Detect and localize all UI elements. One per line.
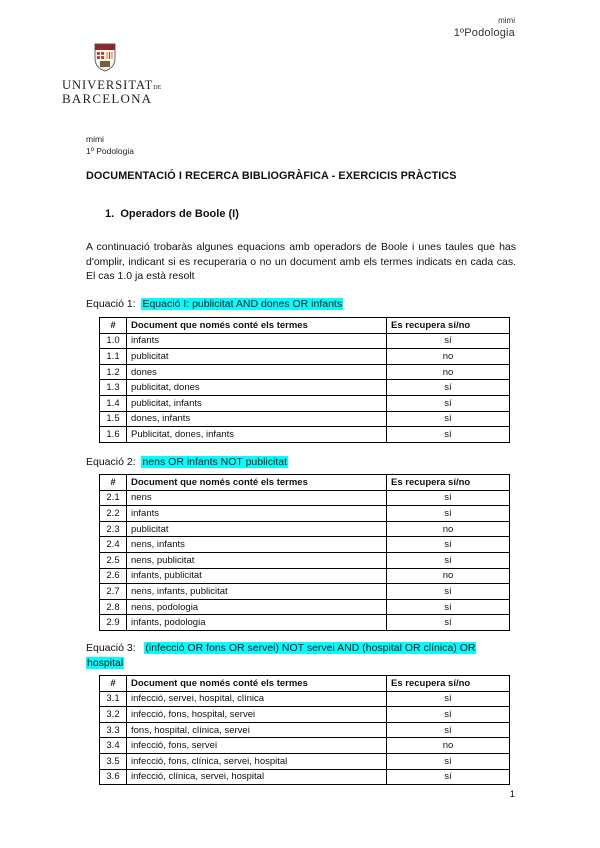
row-id: 3.5 — [100, 753, 127, 769]
row-result: sí — [387, 333, 510, 349]
row-terms: fons, hospital, clínica, servei — [127, 722, 387, 738]
table-row — [100, 707, 510, 723]
intro-paragraph: A continuació trobaràs algunes equacions amb operadors de Boole i unes taules que has d'omplir, indicant si es recuperaria o no un document amb els termes indicats en cada cas. El cas 1.0 ja està resolt — [86, 241, 516, 282]
column-header-num: # — [100, 676, 127, 692]
row-id: 2.1 — [100, 490, 127, 506]
equation-3-expression-cont: hospital — [87, 656, 124, 669]
row-result: sí — [387, 615, 510, 631]
row-result: sí — [387, 769, 510, 785]
row-terms: dones, infants — [127, 411, 387, 427]
row-terms: nens — [127, 490, 387, 506]
equation-2-table — [99, 474, 510, 631]
row-id: 3.1 — [100, 691, 127, 707]
table-row — [100, 364, 510, 380]
row-id: 1.4 — [100, 395, 127, 411]
row-id: 3.4 — [100, 738, 127, 754]
table-header-row — [100, 475, 510, 491]
row-id: 1.6 — [100, 427, 127, 443]
author-block — [86, 133, 134, 157]
row-terms: infecció, clínica, servei, hospital — [127, 769, 387, 785]
row-id: 2.3 — [100, 521, 127, 537]
section-heading: 1. Operadors de Boole (I) — [105, 208, 239, 220]
author-name: mimi — [86, 134, 104, 144]
row-id: 2.2 — [100, 506, 127, 522]
table-row — [100, 349, 510, 365]
row-result: sí — [387, 537, 510, 553]
row-terms: infants — [127, 506, 387, 522]
row-id: 1.2 — [100, 364, 127, 380]
row-result: sí — [387, 707, 510, 723]
table-row — [100, 411, 510, 427]
row-result: no — [387, 364, 510, 380]
table-row — [100, 599, 510, 615]
row-id: 2.5 — [100, 552, 127, 568]
equation-2-expression: nens OR infants NOT publicitat — [142, 456, 288, 468]
table-header-row — [100, 318, 510, 334]
table-row — [100, 753, 510, 769]
row-id: 2.4 — [100, 537, 127, 553]
row-terms: publicitat — [127, 521, 387, 537]
row-result: sí — [387, 753, 510, 769]
row-result: sí — [387, 599, 510, 615]
equation-1-expression: Equació I: publicitat AND dones OR infants — [142, 298, 343, 310]
column-header-num: # — [100, 475, 127, 491]
row-id: 1.0 — [100, 333, 127, 349]
row-result: sí — [387, 411, 510, 427]
row-result: sí — [387, 380, 510, 396]
row-terms: infants, publicitat — [127, 568, 387, 584]
table-row — [100, 584, 510, 600]
table-row — [100, 769, 510, 785]
row-result: sí — [387, 584, 510, 600]
row-terms: infecció, servei, hospital, clínica — [127, 691, 387, 707]
row-terms: infecció, fons, servei — [127, 738, 387, 754]
equation-3-expression: (infecció OR fons OR servei) NOT servei AND (hospital OR clínica) OR — [145, 642, 476, 654]
column-header-doc: Document que només conté els termes — [127, 676, 387, 692]
university-crest-icon — [94, 42, 116, 72]
row-terms: nens, infants — [127, 537, 387, 553]
row-id: 3.6 — [100, 769, 127, 785]
table-header-row — [100, 676, 510, 692]
header-name: mimi — [498, 16, 515, 25]
row-id: 3.3 — [100, 722, 127, 738]
row-terms: infants, podologia — [127, 615, 387, 631]
header-course: 1ºPodologia — [453, 27, 515, 39]
row-terms: publicitat — [127, 349, 387, 365]
logo-text-barcelona: BARCELONA — [62, 91, 153, 106]
column-header-ret: Es recupera sí/no — [387, 475, 510, 491]
row-terms: Publicitat, dones, infants — [127, 427, 387, 443]
table-row — [100, 722, 510, 738]
table-row — [100, 568, 510, 584]
row-result: sí — [387, 552, 510, 568]
row-terms: nens, publicitat — [127, 552, 387, 568]
row-id: 1.5 — [100, 411, 127, 427]
row-terms: publicitat, infants — [127, 395, 387, 411]
table-row — [100, 427, 510, 443]
table-row — [100, 395, 510, 411]
equation-3-table — [99, 675, 510, 785]
table-row — [100, 738, 510, 754]
column-header-doc: Document que només conté els termes — [127, 318, 387, 334]
table-row — [100, 333, 510, 349]
table-row — [100, 691, 510, 707]
column-header-doc: Document que només conté els termes — [127, 475, 387, 491]
document-title: DOCUMENTACIÓ I RECERCA BIBLIOGRÀFICA - EXERCICIS PRÀCTICS — [86, 170, 457, 182]
table-row — [100, 490, 510, 506]
column-header-ret: Es recupera sí/no — [387, 676, 510, 692]
column-header-ret: Es recupera sí/no — [387, 318, 510, 334]
author-course: 1º Podologia — [86, 146, 135, 156]
row-result: sí — [387, 506, 510, 522]
row-result: sí — [387, 490, 510, 506]
row-result: no — [387, 349, 510, 365]
equation-1-table — [99, 317, 510, 443]
row-terms: infecció, fons, clínica, servei, hospital — [127, 753, 387, 769]
row-result: no — [387, 568, 510, 584]
row-terms: dones — [127, 364, 387, 380]
row-id: 1.1 — [100, 349, 127, 365]
row-result: no — [387, 738, 510, 754]
row-id: 3.2 — [100, 707, 127, 723]
row-id: 2.6 — [100, 568, 127, 584]
column-header-num: # — [100, 318, 127, 334]
row-id: 2.8 — [100, 599, 127, 615]
row-terms: nens, infants, publicitat — [127, 584, 387, 600]
row-terms: nens, podologia — [127, 599, 387, 615]
equation-3-label: Equació 3: (infecció OR fons OR servei) NOT servei AND (hospital OR clínica) OR hospital — [86, 642, 476, 669]
table-row — [100, 615, 510, 631]
row-result: sí — [387, 395, 510, 411]
row-id: 2.9 — [100, 615, 127, 631]
table-row — [100, 537, 510, 553]
equation-2-label: Equació 2: nens OR infants NOT publicitat — [86, 456, 288, 468]
logo-text-universitat: UNIVERSITATDE — [62, 78, 162, 92]
page-number: 1 — [509, 789, 515, 800]
row-result: sí — [387, 722, 510, 738]
row-terms: infants — [127, 333, 387, 349]
row-terms: infecció, fons, hospital, servei — [127, 707, 387, 723]
table-row — [100, 552, 510, 568]
table-row — [100, 380, 510, 396]
row-result: sí — [387, 427, 510, 443]
row-result: sí — [387, 691, 510, 707]
row-id: 2.7 — [100, 584, 127, 600]
row-id: 1.3 — [100, 380, 127, 396]
equation-1-label: Equació 1: Equació I: publicitat AND dones OR infants — [86, 298, 343, 310]
row-terms: publicitat, dones — [127, 380, 387, 396]
table-row — [100, 521, 510, 537]
row-result: no — [387, 521, 510, 537]
table-row — [100, 506, 510, 522]
